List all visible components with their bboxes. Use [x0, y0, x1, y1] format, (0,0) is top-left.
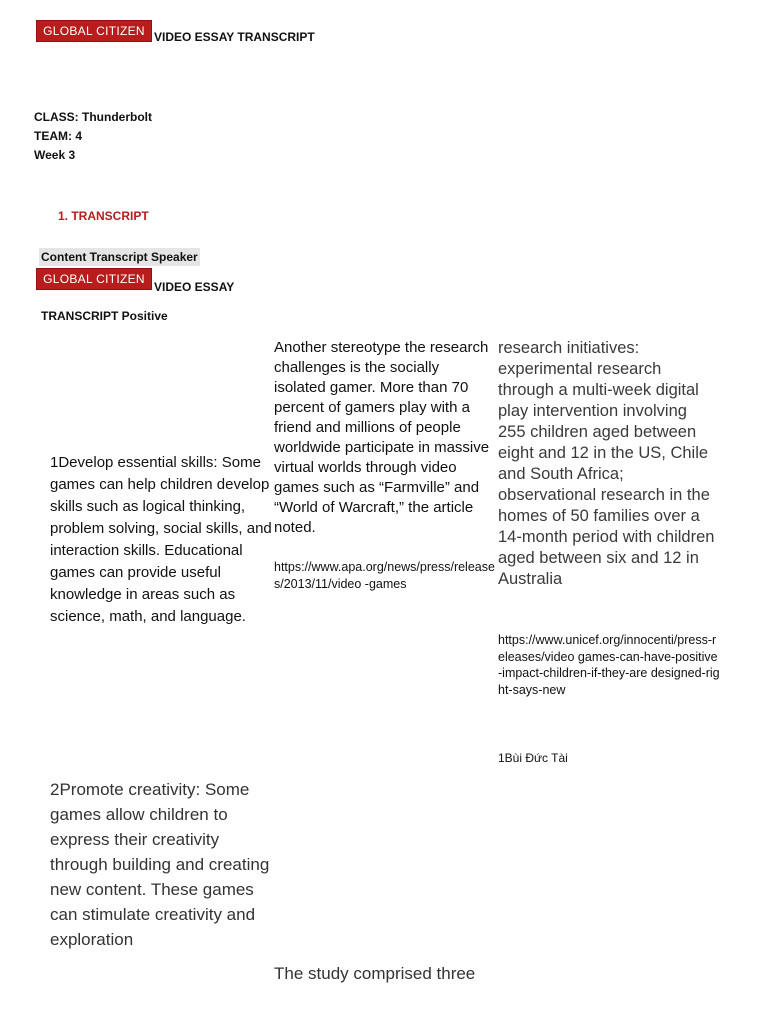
- study-text: The study comprised three: [274, 964, 476, 983]
- apa-source-link[interactable]: https://www.apa.org/news/press/releases/2013/11/video -games: [274, 560, 495, 591]
- week-line: Week 3: [34, 148, 76, 162]
- point-develop-skills: 1Develop essential skills: Some games can help children develop skills such as logical thinking, problem solving, social skills, and interaction skills. Educational games can provide useful knowledge in areas such as science, math, and language.: [50, 454, 272, 625]
- global-citizen-logo-secondary: GLOBAL CITIZEN: [36, 268, 152, 290]
- unicef-source-link[interactable]: https://www.unicef.org/innocenti/press-releases/video games-can-have-positive-impact-children-if-they-are designed-right-says-new: [498, 633, 720, 697]
- stereotype-paragraph: Another stereotype the research challenges is the socially isolated gamer. More than 70 percent of gamers play with a friend and millions of people worldwide participate in massive virtual worlds through video games such as “Farmville” and “World of Warcraft,” the article noted.: [274, 339, 490, 536]
- class-line: CLASS: Thunderbolt: [34, 110, 152, 124]
- team-line: TEAM: 4: [34, 129, 82, 143]
- point-promote-creativity: 2Promote creativity: Some games allow children to express their creativity through building and creating new content. These games can stimulate creativity and exploration: [50, 780, 270, 949]
- document-title: VIDEO ESSAY TRANSCRIPT: [154, 30, 315, 44]
- meta-block: [34, 108, 152, 165]
- sub-title-part1: VIDEO ESSAY: [154, 280, 235, 294]
- sub-title-part2: TRANSCRIPT Positive: [41, 309, 168, 323]
- global-citizen-logo: GLOBAL CITIZEN: [36, 20, 152, 42]
- section-heading: 1. TRANSCRIPT: [58, 209, 149, 223]
- research-paragraph: research initiatives: experimental research through a multi-week digital play intervention involving 255 children aged between eight and 12 in the US, Chile and South Africa; observational research in the homes of 50 families over a 14-month period with children aged between six and 12 in Australia: [498, 339, 715, 588]
- columns-label: Content Transcript Speaker: [41, 250, 198, 264]
- speaker-footnote: 1Bùi Đức Tài: [498, 751, 568, 765]
